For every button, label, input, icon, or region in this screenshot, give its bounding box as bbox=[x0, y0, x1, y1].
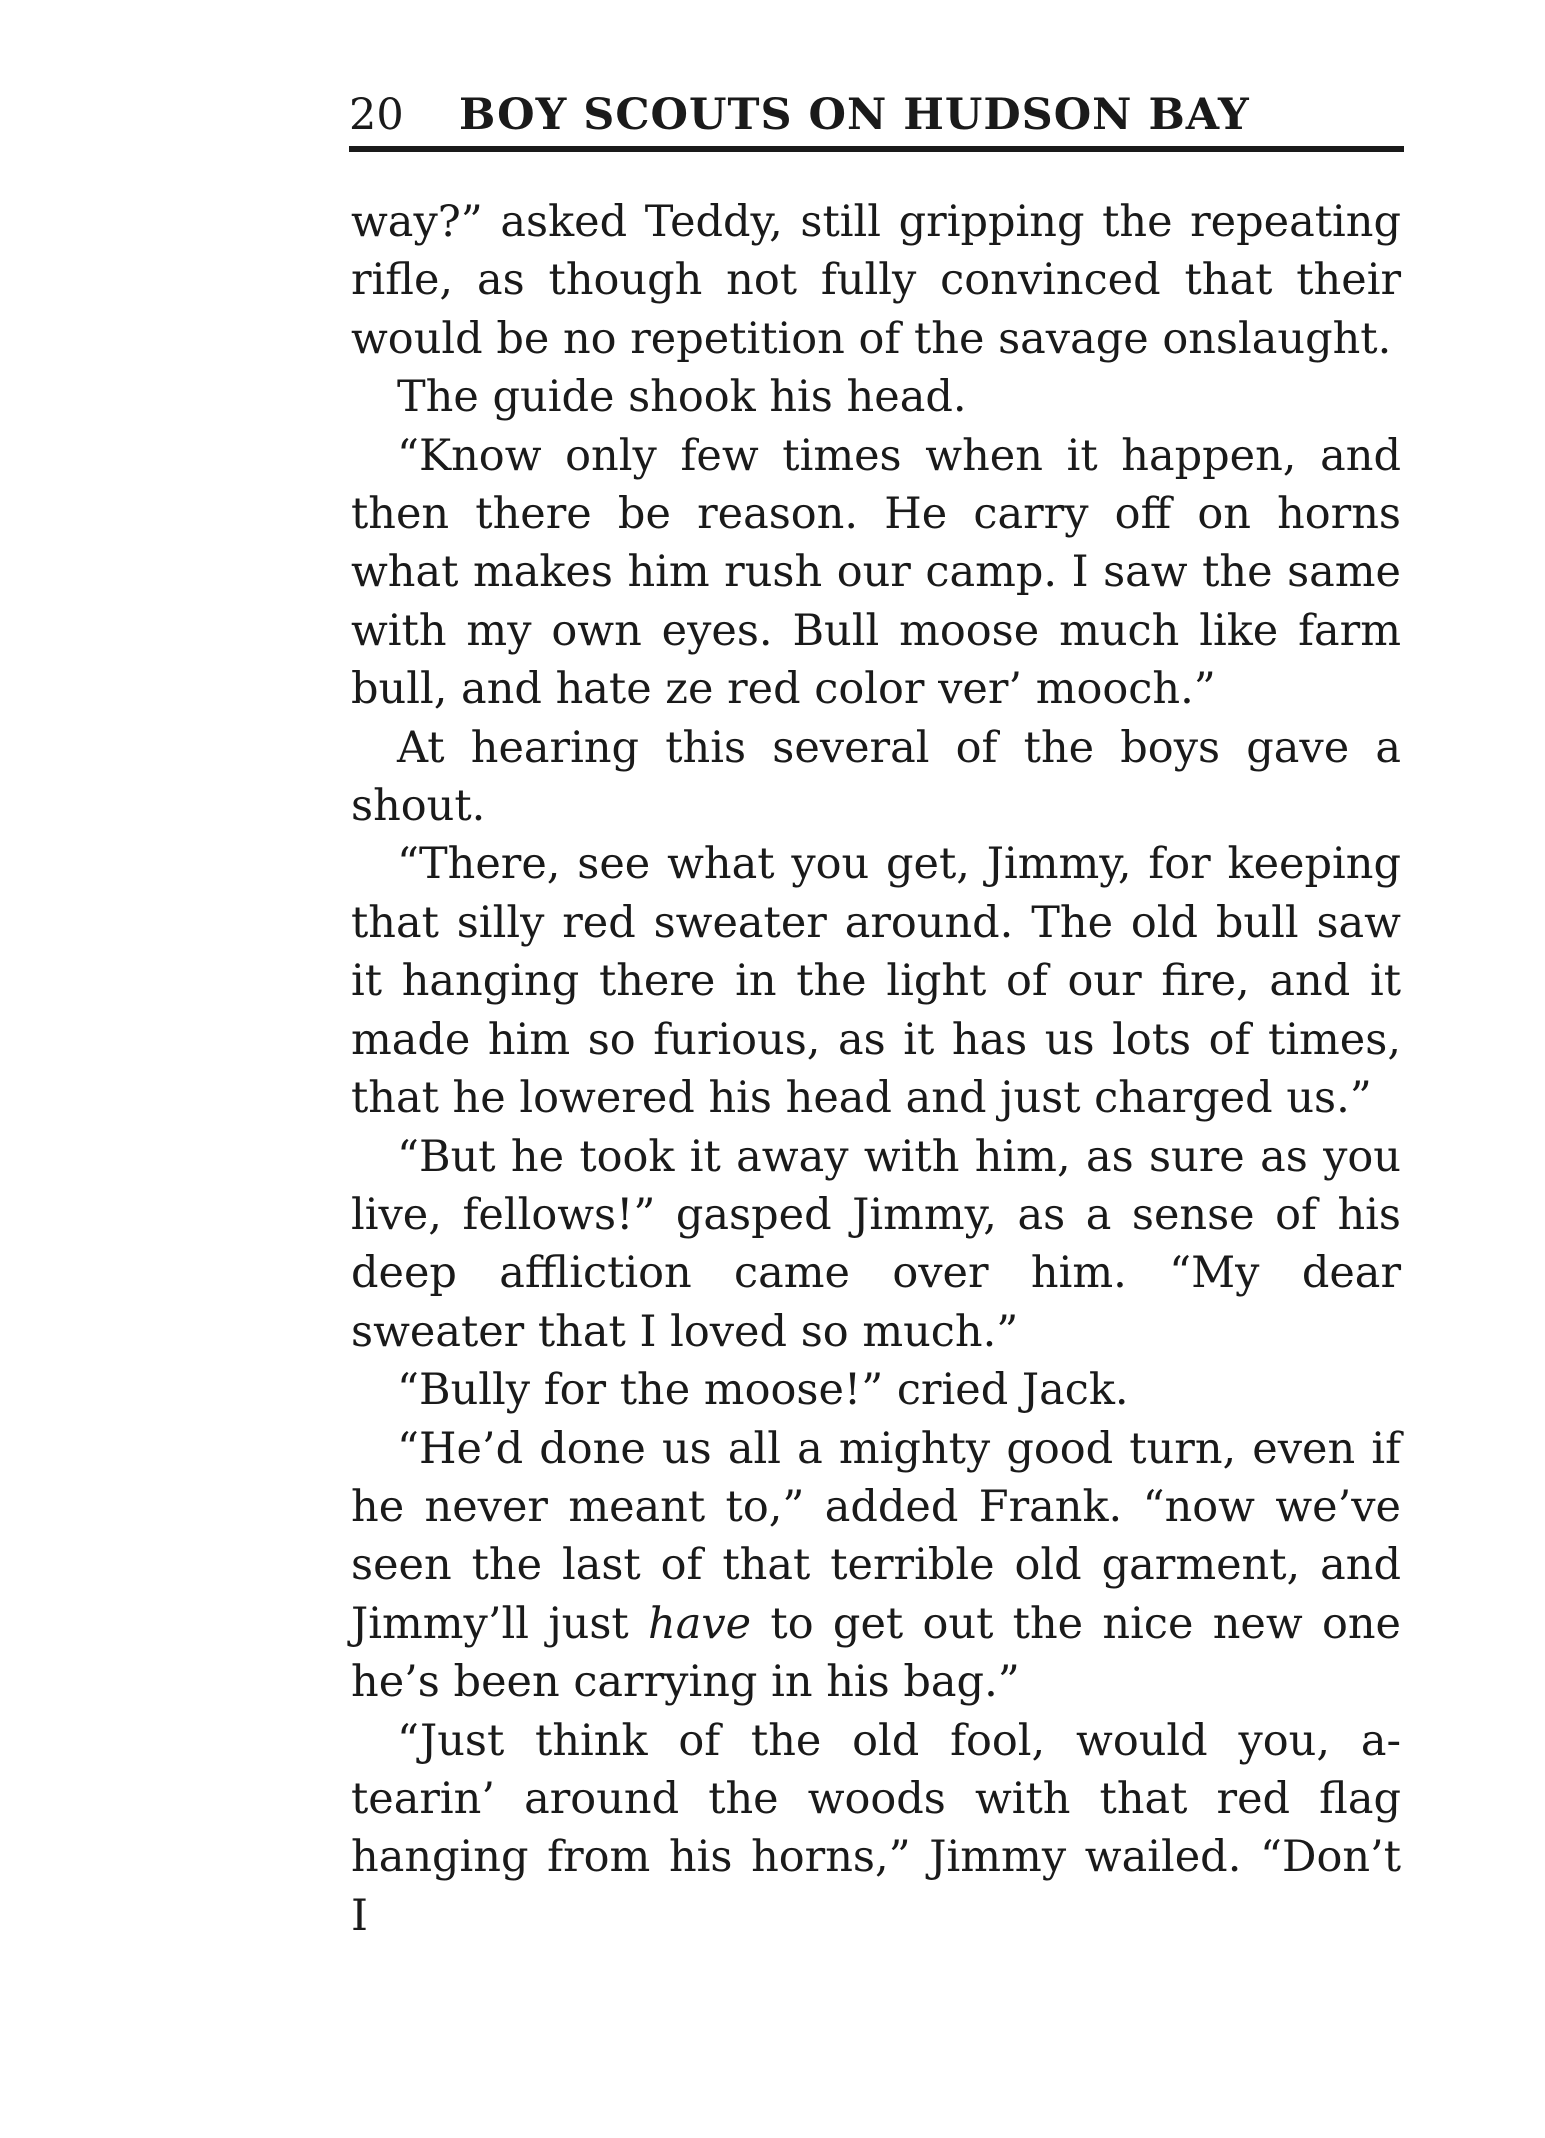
paragraph: “There, see what you get, Jimmy, for keeping that silly red sweater around. The old bull saw it hanging there in the light of our fire, and it made him so furious, as it has us lots of times, that he lowered his head and just charged us.” bbox=[351, 839, 1401, 1124]
paragraph: way?” asked Teddy, still gripping the repeating rifle, as though not fully convinced that their would be no repetition of the savage onslaught. bbox=[351, 197, 1401, 364]
paragraph: “Just think of the old fool, would you, a-tearin’ around the woods with that red flag hanging from his horns,” Jimmy wailed. “Don’t I bbox=[351, 1715, 1401, 1941]
italic-word: have bbox=[648, 1598, 752, 1649]
page-number: 20 bbox=[349, 90, 404, 140]
paragraph: “Know only few times when it happen, and then there be reason. He carry off on horns what makes him rush our camp. I saw the same with my own eyes. Bull moose much like farm bull, and hate ze red color ver’ mooch.” bbox=[351, 430, 1401, 715]
paragraph-with-italic bbox=[351, 1420, 1401, 1712]
body-text bbox=[351, 193, 1401, 1945]
running-head bbox=[349, 84, 1404, 146]
paragraph: At hearing this several of the boys gave a shout. bbox=[351, 722, 1401, 832]
text-run: to get out the nice new one he’s been carrying in his bag.” bbox=[351, 1598, 1402, 1708]
paragraph: “Bully for the moose!” cried Jack. bbox=[397, 1365, 1129, 1416]
paragraph: “But he took it away with him, as sure as you live, fellows!” gasped Jimmy, as a sense of his deep affliction came over him. “My dear sweater that I loved so much.” bbox=[351, 1131, 1401, 1357]
header-rule bbox=[349, 146, 1404, 152]
book-title: BOY SCOUTS ON HUDSON BAY bbox=[459, 90, 1250, 140]
text-run: “He’d done us all a mighty good turn, even if he never meant to,” added Frank. “now we’ve seen the last of that terrible old garment, and Jimmy’ll just bbox=[351, 1423, 1401, 1649]
paragraph: The guide shook his head. bbox=[397, 372, 967, 423]
